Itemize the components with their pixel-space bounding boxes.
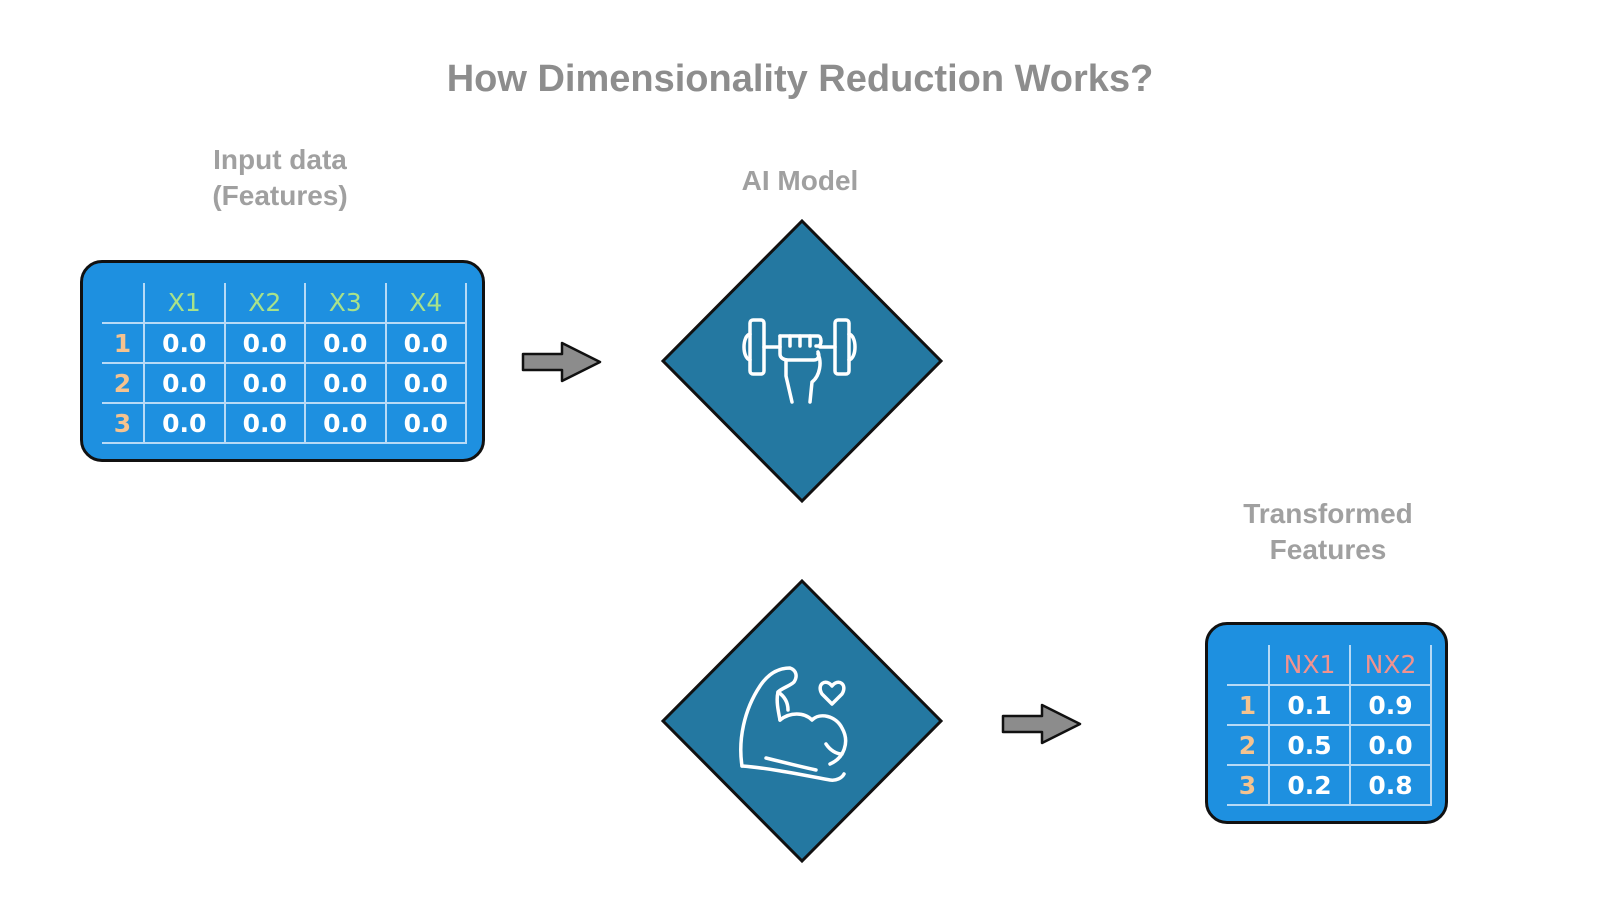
table-cell: 0.0: [386, 323, 467, 363]
dumbbell-icon: [740, 318, 864, 408]
input-label-line2: (Features): [212, 180, 348, 211]
row-header: 3: [1227, 765, 1269, 805]
table-cell: 0.0: [144, 363, 225, 403]
table-cell: 0.5: [1269, 725, 1350, 765]
table-corner: [1227, 645, 1269, 685]
table-cell: 0.8: [1350, 765, 1431, 805]
column-header: X4: [386, 283, 467, 323]
table-row: [1227, 765, 1431, 805]
input-data-table-card: [80, 260, 485, 462]
input-label-line1: Input data: [213, 144, 347, 175]
row-header: 3: [102, 403, 144, 443]
table-row: [1227, 685, 1431, 725]
column-header: NX2: [1350, 645, 1431, 685]
ai-model-label: AI Model: [741, 165, 859, 196]
row-header: 1: [1227, 685, 1269, 725]
row-header: 2: [102, 363, 144, 403]
table-cell: 0.0: [144, 323, 225, 363]
table-row: [1227, 725, 1431, 765]
table-cell: 0.2: [1269, 765, 1350, 805]
table-cell: 0.0: [305, 403, 386, 443]
row-header: 1: [102, 323, 144, 363]
column-header: X1: [144, 283, 225, 323]
table-cell: 0.0: [305, 363, 386, 403]
table-cell: 0.0: [386, 403, 467, 443]
output-label-line1: Transformed: [1243, 498, 1413, 529]
table-row: [102, 403, 466, 443]
diagram-title: How Dimensionality Reduction Works?: [446, 58, 1154, 100]
transformed-features-table-card: [1205, 622, 1448, 824]
table-cell: 0.1: [1269, 685, 1350, 725]
transformed-features-label: [1218, 496, 1438, 568]
table-cell: 0.0: [1350, 725, 1431, 765]
flexed-arm-heart-icon: [738, 660, 868, 786]
input-data-label: [180, 142, 380, 214]
table-cell: 0.9: [1350, 685, 1431, 725]
output-label-line2: Features: [1269, 534, 1387, 565]
arrow-right-icon: [1000, 702, 1085, 747]
table-row: [102, 323, 466, 363]
input-data-table: [102, 283, 467, 444]
arrow-right-icon: [520, 340, 605, 385]
table-cell: 0.0: [225, 323, 306, 363]
table-row: [102, 363, 466, 403]
table-corner: [102, 283, 144, 323]
transformed-features-table: [1227, 645, 1432, 806]
table-cell: 0.0: [386, 363, 467, 403]
table-cell: 0.0: [144, 403, 225, 443]
table-cell: 0.0: [225, 403, 306, 443]
table-cell: 0.0: [305, 323, 386, 363]
column-header: X2: [225, 283, 306, 323]
row-header: 2: [1227, 725, 1269, 765]
column-header: X3: [305, 283, 386, 323]
column-header: NX1: [1269, 645, 1350, 685]
table-cell: 0.0: [225, 363, 306, 403]
